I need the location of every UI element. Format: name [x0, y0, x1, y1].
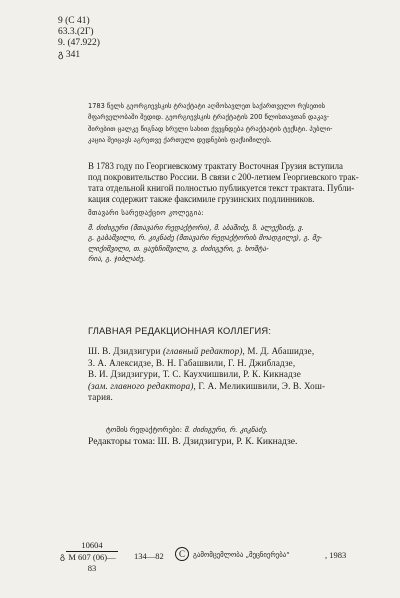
classification-line: 9 (C 41): [58, 16, 90, 26]
georgian-board-line: რია, გ. ჯიბლაძე.: [88, 254, 146, 264]
russian-volume-editors: Редакторы тома: Ш. В. Дзидзигури, Р. К. Кикнадзе.: [88, 436, 298, 447]
russian-annotation: [88, 161, 359, 205]
classification-line: 9. (47.922): [58, 38, 100, 49]
georgian-board-members: [88, 223, 353, 265]
georgian-board-line: ლიქიშვილი, თ. ყაუხჩიშვილი, ვ. ძიძიგური, ე. ხოშტა-: [88, 243, 269, 253]
role-note: (зам. главного редактора): [88, 380, 194, 391]
volume-editors-label: ტომის რედაქტორები:: [106, 425, 183, 434]
russian-annotation-line: В 1783 году по Георгиевскому трактату Восточная Грузия вступила: [88, 161, 343, 171]
russian-annotation-line: под покровительство России. В связи с 200-летием Георгиевского трак-: [88, 172, 359, 183]
russian-board-line: [88, 346, 360, 358]
imprint-code: 134—82: [134, 551, 164, 561]
russian-board-members: [88, 346, 360, 404]
russian-board-line: [88, 381, 360, 393]
volume-editors-names: შ. ძიძიგური, რ. კიკნაძე.: [184, 425, 268, 434]
role-note: (главный редактор): [162, 346, 243, 356]
imprint-publisher: გამომცემლობა „მეცნიერება“: [193, 551, 290, 559]
georgian-board-line: შ. ძიძიგური (მთავარი რედაქტორი), მ. აბაშიძე, ზ. ალექსიძე, ვ.: [88, 223, 304, 232]
russian-board-line: В. И. Дзидзигури, Т. С. Каухчишвили, Р. К. Кикнадзе: [88, 369, 301, 380]
georgian-board-line: გ. გაბაშვილი, რ. კიკნაძე (მთავარი რედაქტორის მოადგილე), გ. მე-: [88, 233, 323, 243]
georgian-board-heading: მთავარი სარედაქციო კოლეგია:: [88, 209, 205, 217]
russian-annotation-line: кация содержит также факсимиле грузинских подлинников.: [88, 194, 315, 205]
copyright-icon: C: [175, 547, 189, 561]
imprint-letter: გ: [60, 551, 65, 561]
georgian-annotation-line: მფარველობაში შედიდ. გეორგიევსკის ტრაქტატის 200 წლისთავთან დაკავ-: [88, 113, 330, 122]
imprint-fraction: [66, 540, 118, 574]
imprint-denominator: М 607 (06)—83: [68, 552, 116, 573]
classification-line: 63.3.(2Г): [58, 27, 94, 38]
georgian-annotation-line: შირებით ცალკე წიგნად სრული სახით ქვეყნდება ტრაქტატის ტექსტი. პუბლი-: [88, 124, 333, 133]
russian-board-line: З. А. Алексидзе, В. Н. Габашвили, Г. Н. Джибладзе,: [88, 357, 296, 368]
georgian-annotation-line: კაცია შეიცავს აგრეთვე ქართული დედნების ფაქსიმილეს.: [88, 136, 272, 145]
georgian-volume-editors: [106, 425, 268, 434]
russian-annotation-line: тата отдельной книгой полностью публикуется текст трактата. Публи-: [88, 183, 355, 194]
library-classification: [58, 16, 100, 61]
russian-board-line: тария.: [88, 392, 113, 403]
russian-board-heading: ГЛАВНАЯ РЕДАКЦИОННАЯ КОЛЛЕГИЯ:: [88, 326, 272, 336]
imprint-year: , 1983: [325, 550, 347, 560]
board-member-names: , Г. А. Меликишвили, Э. В. Хош-: [193, 380, 326, 391]
board-member-name: Ш. В. Дзидзигури: [88, 346, 161, 356]
imprint-numerator: 10604: [66, 540, 118, 552]
classification-line: გ 341: [58, 49, 81, 60]
georgian-annotation: [88, 101, 343, 147]
georgian-annotation-line: 1783 წელს გეორგიევსკის ტრაქტატი აღმოსავლეთ საქართველო რუსეთის: [88, 102, 326, 110]
board-member-names: , М. Д. Абашидзе,: [242, 346, 315, 356]
